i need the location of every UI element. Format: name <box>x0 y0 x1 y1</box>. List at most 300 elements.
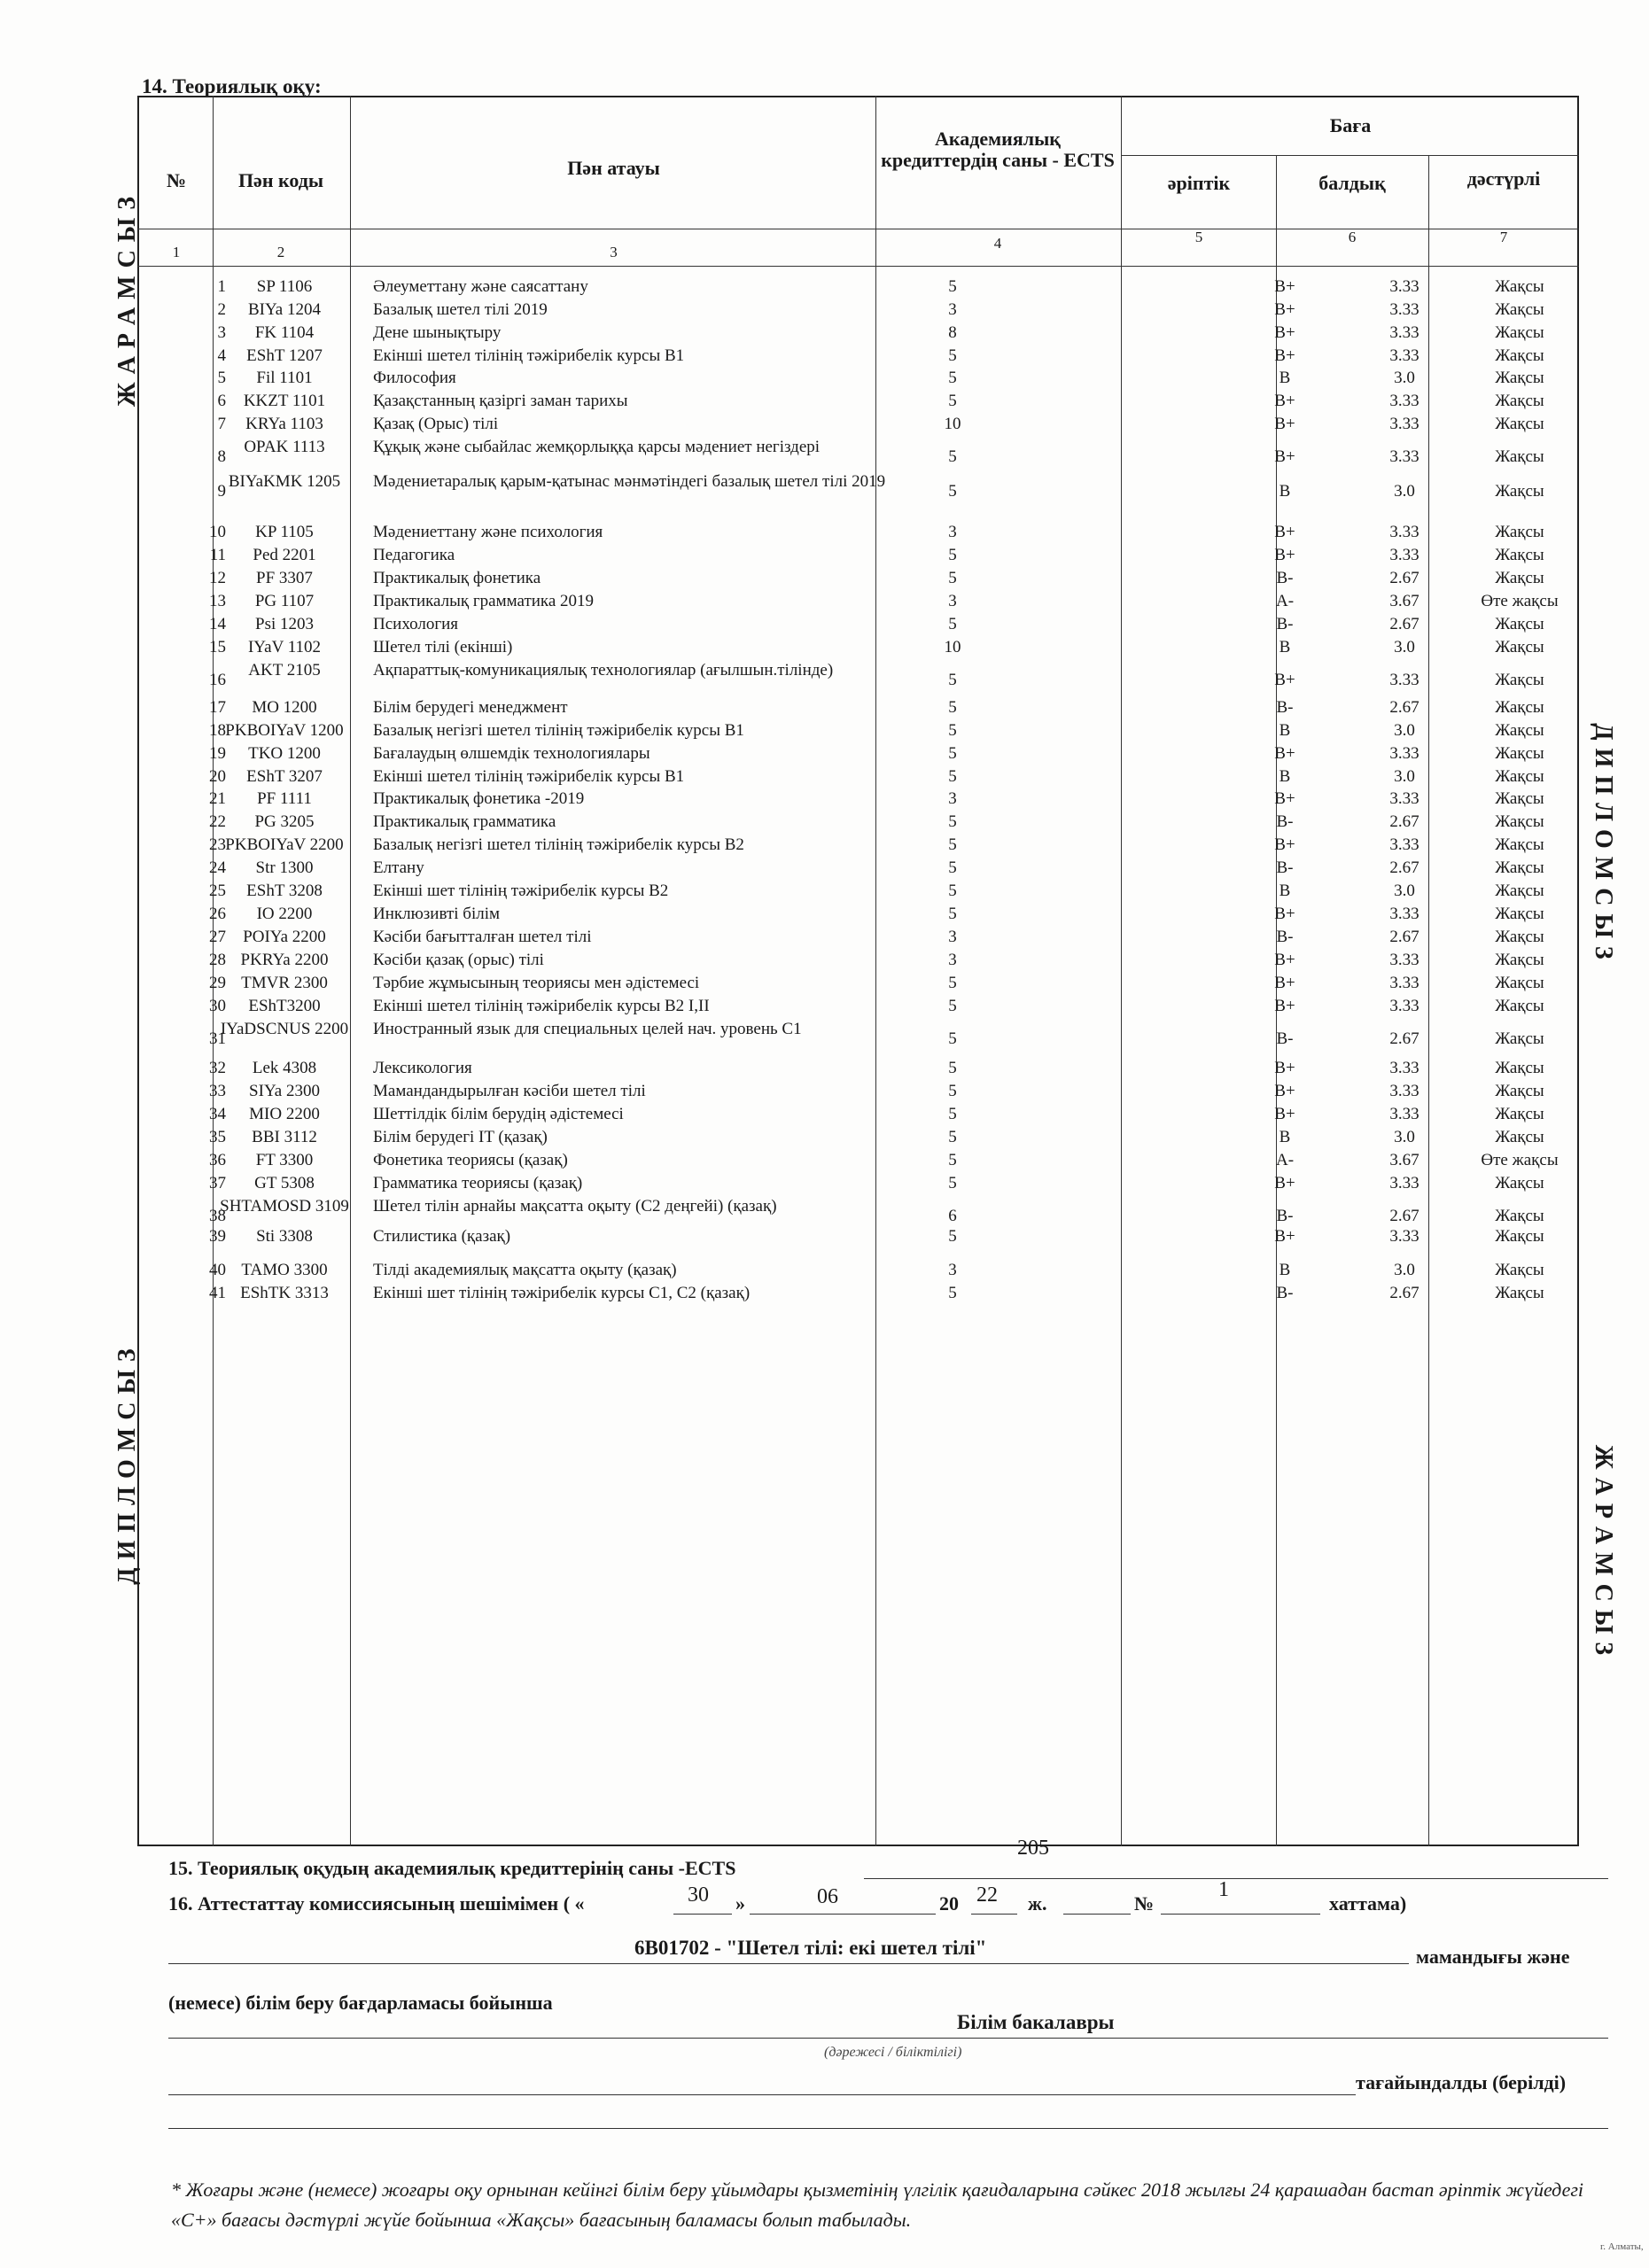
point-grade: 3.33 <box>1389 1059 1420 1077</box>
traditional-grade: Жақсы <box>1495 767 1544 786</box>
course-code: Psi 1203 <box>255 615 314 633</box>
letter-grade: B- <box>1276 1207 1294 1225</box>
point-grade: 3.33 <box>1389 1174 1420 1192</box>
point-grade: 3.33 <box>1389 546 1420 564</box>
row-number: 26 <box>209 905 226 923</box>
traditional-grade: Жақсы <box>1495 858 1544 877</box>
course-name: Базалық негізгі шетел тілінің тәжірибелік курсы В2 <box>373 835 744 854</box>
row-number: 1 <box>217 277 226 296</box>
letter-grade: B <box>1279 767 1291 786</box>
course-name: Философия <box>373 369 456 387</box>
course-credits: 5 <box>948 569 957 587</box>
letter-grade: B <box>1279 1128 1291 1146</box>
fill-line <box>1161 1914 1320 1915</box>
course-name: Кәсіби қазақ (орыс) тілі <box>373 951 544 969</box>
point-grade: 2.67 <box>1389 569 1420 587</box>
course-code: IYaV 1102 <box>247 638 321 656</box>
protocol-label: хаттама) <box>1329 1892 1407 1915</box>
course-name: Бағалаудың өлшемдік технологиялары <box>373 744 650 763</box>
course-code: PKRYa 2200 <box>240 951 329 969</box>
header-letter: әріптік <box>1167 172 1231 194</box>
letter-grade: B+ <box>1274 1227 1295 1246</box>
course-name: Грамматика теориясы (қазақ) <box>373 1174 583 1192</box>
course-credits: 5 <box>948 615 957 633</box>
letter-grade: B+ <box>1274 415 1295 433</box>
letter-grade: B- <box>1276 698 1294 717</box>
course-code: PKBOIYaV 1200 <box>225 721 344 740</box>
point-grade: 2.67 <box>1389 1207 1420 1225</box>
point-grade: 3.0 <box>1394 1261 1415 1279</box>
side-text-left-top <box>113 53 142 549</box>
point-grade: 3.33 <box>1389 671 1420 689</box>
course-name: Екінші шет тілінің тәжірибелік курсы С1, С2 (қазақ) <box>373 1284 751 1302</box>
course-code: EShT3200 <box>248 997 321 1015</box>
commission-decision-label: 16. Аттестаттау комиссиясының шешімімен ( « <box>168 1892 585 1915</box>
side-text-left-bottom <box>113 1254 142 1679</box>
course-code: SIYa 2300 <box>249 1082 320 1100</box>
course-name: Практикалық фонетика <box>373 569 541 587</box>
course-name: Тәрбие жұмысының теориясы мен әдістемесі <box>373 974 700 992</box>
specialty-value: 6В01702 - "Шетел тілі: екі шетел тілі" <box>634 1937 987 1959</box>
course-credits: 5 <box>948 447 957 466</box>
header-grade: Баға <box>1329 114 1372 136</box>
row-number: 20 <box>209 767 226 786</box>
row-number: 24 <box>209 858 226 877</box>
course-name: Білім берудегі IT (қазақ) <box>373 1128 548 1146</box>
point-grade: 3.0 <box>1394 638 1415 656</box>
traditional-grade: Жақсы <box>1495 882 1544 900</box>
fill-line <box>673 1914 732 1915</box>
side-text-right-top <box>1589 523 1617 1161</box>
course-name: Педагогика <box>373 546 455 564</box>
row-number: 15 <box>209 638 226 656</box>
course-credits: 5 <box>948 671 957 689</box>
traditional-grade: Жақсы <box>1495 1082 1544 1100</box>
point-grade: 3.33 <box>1389 744 1420 763</box>
course-code: AKT 2105 <box>248 661 321 680</box>
course-credits: 5 <box>948 482 957 501</box>
course-credits: 5 <box>948 369 957 387</box>
header-credits: Академиялық кредиттердің саны - ECTS <box>881 128 1115 171</box>
traditional-grade: Жақсы <box>1495 928 1544 946</box>
course-name: Базалық негізгі шетел тілінің тәжірибелік курсы В1 <box>373 721 744 740</box>
course-credits: 5 <box>948 744 957 763</box>
course-code: IYaDSCNUS 2200 <box>220 1020 349 1038</box>
course-credits: 5 <box>948 1174 957 1192</box>
course-code: FT 3300 <box>255 1151 314 1169</box>
course-name: Кәсіби бағытталған шетел тілі <box>373 928 592 946</box>
course-code: KKZT 1101 <box>243 392 326 410</box>
traditional-grade: Жақсы <box>1495 1105 1544 1123</box>
letter-grade: B+ <box>1274 1174 1295 1192</box>
row-number: 2 <box>217 300 226 319</box>
traditional-grade: Жақсы <box>1495 997 1544 1015</box>
fill-line <box>864 1878 1608 1879</box>
course-name: Тілді академиялық мақсатта оқыту (қазақ) <box>373 1261 677 1279</box>
side-text-right-bottom <box>1589 1262 1617 1838</box>
traditional-grade: Жақсы <box>1495 951 1544 969</box>
total-credits-label: 15. Теориялық оқудың академиялық кредиттерінің саны -ECTS <box>168 1857 736 1879</box>
row-number: 5 <box>217 369 226 387</box>
course-code: SHTAMOSD 3109 <box>220 1197 349 1216</box>
traditional-grade: Жақсы <box>1495 415 1544 433</box>
traditional-grade: Жақсы <box>1495 482 1544 501</box>
course-name: Екінші шет тілінің тәжірибелік курсы В2 <box>373 882 669 900</box>
row-number: 13 <box>209 592 226 610</box>
letter-grade: B <box>1279 1261 1291 1279</box>
letter-grade: B <box>1279 638 1291 656</box>
point-grade: 3.33 <box>1389 447 1420 466</box>
point-grade: 3.33 <box>1389 1227 1420 1246</box>
course-credits: 5 <box>948 1059 957 1077</box>
course-code: TAMO 3300 <box>241 1261 328 1279</box>
point-grade: 2.67 <box>1389 1284 1420 1302</box>
course-name: Практикалық грамматика <box>373 812 556 831</box>
traditional-grade: Жақсы <box>1495 523 1544 541</box>
traditional-grade: Жақсы <box>1495 392 1544 410</box>
point-grade: 3.33 <box>1389 905 1420 923</box>
row-number: 9 <box>217 482 226 501</box>
course-credits: 5 <box>948 858 957 877</box>
course-credits: 5 <box>948 277 957 296</box>
course-code: PG 3205 <box>254 812 315 831</box>
point-grade: 3.33 <box>1389 346 1420 365</box>
letter-grade: B+ <box>1274 835 1295 854</box>
course-code: BBI 3112 <box>252 1128 317 1146</box>
letter-grade: B- <box>1276 1284 1294 1302</box>
course-credits: 5 <box>948 1151 957 1169</box>
course-credits: 5 <box>948 882 957 900</box>
point-grade: 3.0 <box>1394 767 1415 786</box>
traditional-grade: Өте жақсы <box>1481 592 1559 610</box>
course-name: Лексикология <box>373 1059 472 1077</box>
letter-grade: A- <box>1275 1151 1295 1169</box>
course-code: FK 1104 <box>254 323 315 342</box>
course-code: PF 3307 <box>256 569 313 587</box>
point-grade: 3.0 <box>1394 369 1415 387</box>
course-credits: 5 <box>948 1029 957 1048</box>
row-number: 38 <box>209 1207 226 1225</box>
point-grade: 3.33 <box>1389 277 1420 296</box>
row-number: 8 <box>217 447 226 466</box>
row-number: 21 <box>209 789 226 808</box>
letter-grade: B+ <box>1274 300 1295 319</box>
point-grade: 2.67 <box>1389 615 1420 633</box>
letter-grade: B+ <box>1274 1059 1295 1077</box>
specialty-suffix: мамандығы және <box>1416 1946 1570 1968</box>
year-word: ж. <box>1028 1892 1047 1915</box>
course-code: MO 1200 <box>252 698 317 717</box>
traditional-grade: Жақсы <box>1495 1284 1544 1302</box>
course-name: Мәдениеттану және психология <box>373 523 603 541</box>
traditional-grade: Жақсы <box>1495 277 1544 296</box>
letter-grade: B <box>1279 882 1291 900</box>
course-name: Құқық және сыбайлас жемқорлыққа қарсы мәдениет негіздері <box>373 438 821 456</box>
row-number: 11 <box>209 546 226 564</box>
fill-line <box>971 1914 1017 1915</box>
course-credits: 3 <box>948 1261 957 1279</box>
course-code: Sti 3308 <box>256 1227 313 1246</box>
column-number: 5 <box>1194 229 1203 245</box>
course-code: MIO 2200 <box>249 1105 320 1123</box>
row-number: 31 <box>209 1029 226 1048</box>
course-credits: 5 <box>948 721 957 740</box>
course-credits: 3 <box>948 300 957 319</box>
course-code: BIYa 1204 <box>247 300 321 319</box>
header-divider <box>1121 155 1579 156</box>
course-code: PF 1111 <box>257 789 312 808</box>
course-credits: 5 <box>948 905 957 923</box>
letter-grade: B+ <box>1274 974 1295 992</box>
course-credits: 3 <box>948 789 957 808</box>
printer-mark: г. Алматы, <box>1600 2241 1644 2252</box>
course-credits: 5 <box>948 346 957 365</box>
course-name: Практикалық фонетика -2019 <box>373 789 585 808</box>
course-name: Иностранный язык для специальных целей нач. уровень С1 <box>373 1020 802 1038</box>
traditional-grade: Жақсы <box>1495 1059 1544 1077</box>
traditional-grade: Жақсы <box>1495 546 1544 564</box>
course-code: EShT 1207 <box>246 346 323 365</box>
side-text-left-top-label: Ж А Р А М С Ы З <box>113 195 141 408</box>
point-grade: 3.67 <box>1389 592 1420 610</box>
letter-grade: B- <box>1276 928 1294 946</box>
letter-grade: B- <box>1276 569 1294 587</box>
letter-grade: B- <box>1276 615 1294 633</box>
row-number: 25 <box>209 882 226 900</box>
course-name: Екінші шетел тілінің тәжірибелік курсы В1 <box>373 346 685 365</box>
point-grade: 3.0 <box>1394 1128 1415 1146</box>
course-credits: 5 <box>948 698 957 717</box>
point-grade: 3.33 <box>1389 523 1420 541</box>
letter-grade: B+ <box>1274 951 1295 969</box>
traditional-grade: Жақсы <box>1495 369 1544 387</box>
course-credits: 5 <box>948 767 957 786</box>
course-credits: 5 <box>948 1105 957 1123</box>
course-code: BIYaKMK 1205 <box>228 472 341 491</box>
row-number: 17 <box>209 698 226 717</box>
point-grade: 3.33 <box>1389 323 1420 342</box>
course-name: Шетел тілі (екінші) <box>373 638 513 656</box>
course-name: Мамандандырылған кәсіби шетел тілі <box>373 1082 646 1100</box>
course-code: TKO 1200 <box>248 744 321 763</box>
course-code: Fil 1101 <box>256 369 313 387</box>
row-number: 41 <box>209 1284 226 1302</box>
course-credits: 3 <box>948 592 957 610</box>
course-credits: 5 <box>948 546 957 564</box>
letter-grade: B+ <box>1274 277 1295 296</box>
course-code: Lek 4308 <box>252 1059 317 1077</box>
course-name: Психология <box>373 615 459 633</box>
course-name: Фонетика теориясы (қазақ) <box>373 1151 568 1169</box>
course-credits: 5 <box>948 997 957 1015</box>
course-name: Екінші шетел тілінің тәжірибелік курсы В2 I,II <box>373 997 710 1015</box>
letter-grade: B+ <box>1274 744 1295 763</box>
course-code: SP 1106 <box>256 277 313 296</box>
course-credits: 3 <box>948 951 957 969</box>
traditional-grade: Жақсы <box>1495 721 1544 740</box>
course-credits: 5 <box>948 812 957 831</box>
row-number: 23 <box>209 835 226 854</box>
course-name: Мәдениетаралық қарым-қатынас мәнмәтіндегі базалық шетел тілі 2019 <box>373 472 886 491</box>
traditional-grade: Жақсы <box>1495 300 1544 319</box>
traditional-grade: Жақсы <box>1495 615 1544 633</box>
point-grade: 3.33 <box>1389 392 1420 410</box>
row-number: 27 <box>209 928 226 946</box>
course-code: Ped 2201 <box>253 546 316 564</box>
point-grade: 3.33 <box>1389 835 1420 854</box>
column-number: 6 <box>1348 229 1357 245</box>
point-grade: 2.67 <box>1389 928 1420 946</box>
course-credits: 3 <box>948 523 957 541</box>
course-credits: 3 <box>948 928 957 946</box>
row-number: 14 <box>209 615 226 633</box>
row-number: 32 <box>209 1059 226 1077</box>
header-name: Пән атауы <box>567 157 660 179</box>
course-credits: 5 <box>948 392 957 410</box>
course-code: GT 5308 <box>254 1174 315 1192</box>
side-text-left-bottom-label: Д И П Л О М С Ы З <box>113 1348 141 1585</box>
traditional-grade: Жақсы <box>1495 974 1544 992</box>
column-number: 2 <box>276 244 285 260</box>
course-code: PG 1107 <box>254 592 315 610</box>
letter-grade: B- <box>1276 858 1294 877</box>
traditional-grade: Жақсы <box>1495 346 1544 365</box>
row-number: 34 <box>209 1105 226 1123</box>
row-number: 22 <box>209 812 226 831</box>
point-grade: 3.33 <box>1389 300 1420 319</box>
traditional-grade: Жақсы <box>1495 812 1544 831</box>
decision-month: 06 <box>817 1885 838 1908</box>
row-number: 33 <box>209 1082 226 1100</box>
course-code: Str 1300 <box>255 858 314 877</box>
year-prefix: 20 <box>939 1892 959 1915</box>
course-code: EShT 3208 <box>246 882 323 900</box>
traditional-grade: Жақсы <box>1495 323 1544 342</box>
degree-caption: (дәрежесі / біліктілігі) <box>824 2045 962 2060</box>
traditional-grade: Жақсы <box>1495 671 1544 689</box>
course-name: Шеттілдік білім берудің әдістемесі <box>373 1105 624 1123</box>
course-credits: 6 <box>948 1207 957 1225</box>
traditional-grade: Жақсы <box>1495 1227 1544 1246</box>
point-grade: 2.67 <box>1389 1029 1420 1048</box>
letter-grade: B+ <box>1274 997 1295 1015</box>
course-name: Стилистика (қазақ) <box>373 1227 511 1246</box>
point-grade: 2.67 <box>1389 858 1420 877</box>
letter-grade: B <box>1279 721 1291 740</box>
traditional-grade: Өте жақсы <box>1481 1151 1559 1169</box>
point-grade: 3.33 <box>1389 789 1420 808</box>
row-number: 39 <box>209 1227 226 1246</box>
decision-day: 30 <box>688 1884 709 1907</box>
course-name: Практикалық грамматика 2019 <box>373 592 595 610</box>
course-name: Әлеуметтану және саясаттану <box>373 277 588 296</box>
course-code: KRYa 1103 <box>245 415 323 433</box>
course-credits: 5 <box>948 974 957 992</box>
fill-line <box>168 2038 1608 2039</box>
letter-grade: B- <box>1276 812 1294 831</box>
column-divider <box>1121 96 1122 1846</box>
traditional-grade: Жақсы <box>1495 638 1544 656</box>
row-number: 19 <box>209 744 226 763</box>
traditional-grade: Жақсы <box>1495 835 1544 854</box>
course-name: Қазақстанның қазіргі заман тарихы <box>373 392 628 410</box>
program-label: (немесе) білім беру бағдарламасы бойынша <box>168 1992 553 2014</box>
point-grade: 2.67 <box>1389 698 1420 717</box>
row-number: 37 <box>209 1174 226 1192</box>
row-number: 30 <box>209 997 226 1015</box>
traditional-grade: Жақсы <box>1495 1029 1544 1048</box>
side-text-right-top-label: Д И П Л О М С Ы З <box>1590 723 1617 960</box>
course-code: IO 2200 <box>256 905 313 923</box>
section-14-title: 14. Теориялық оқу: <box>142 75 322 97</box>
row-number: 28 <box>209 951 226 969</box>
point-grade: 3.0 <box>1394 882 1415 900</box>
footnote: * Жоғары және (немесе) жоғары оқу орнынан кейінгі білім беру ұйымдары қызметінің үлгілік қағидаларына сәйкес 2018 жылғы 24 қарашадан бастап әріптік жүйедегі «С+» бағасы дәстүрлі жүйе бойынша «Жақсы» бағасының баламасы болып табылады. <box>171 2179 1584 2231</box>
traditional-grade: Жақсы <box>1495 698 1544 717</box>
traditional-grade: Жақсы <box>1495 447 1544 466</box>
letter-grade: B+ <box>1274 1082 1295 1100</box>
course-name: Екінші шетел тілінің тәжірибелік курсы В1 <box>373 767 685 786</box>
column-number: 4 <box>993 235 1002 252</box>
number-sign: № <box>1134 1892 1155 1915</box>
course-credits: 5 <box>948 1082 957 1100</box>
assigned-label: тағайындалды (берілді) <box>1356 2071 1567 2093</box>
traditional-grade: Жақсы <box>1495 1174 1544 1192</box>
point-grade: 2.67 <box>1389 812 1420 831</box>
point-grade: 3.33 <box>1389 1105 1420 1123</box>
row-number: 16 <box>209 671 226 689</box>
row-number: 18 <box>209 721 226 740</box>
row-number: 6 <box>217 392 226 410</box>
column-number: 1 <box>172 244 181 260</box>
total-credits-value: 205 <box>1017 1837 1049 1860</box>
course-code: OPAK 1113 <box>244 438 325 456</box>
traditional-grade: Жақсы <box>1495 744 1544 763</box>
point-grade: 3.0 <box>1394 721 1415 740</box>
letter-grade: B+ <box>1274 546 1295 564</box>
course-credits: 8 <box>948 323 957 342</box>
point-grade: 3.33 <box>1389 974 1420 992</box>
decision-year: 22 <box>976 1884 998 1907</box>
letter-grade: B+ <box>1274 1105 1295 1123</box>
point-grade: 3.0 <box>1394 482 1415 501</box>
traditional-grade: Жақсы <box>1495 1261 1544 1279</box>
letter-grade: B- <box>1276 1029 1294 1048</box>
protocol-number: 1 <box>1218 1878 1229 1901</box>
course-code: POIYa 2200 <box>243 928 326 946</box>
traditional-grade: Жақсы <box>1495 789 1544 808</box>
traditional-grade: Жақсы <box>1495 905 1544 923</box>
row-number: 29 <box>209 974 226 992</box>
course-name: Білім берудегі менеджмент <box>373 698 568 717</box>
traditional-grade: Жақсы <box>1495 1128 1544 1146</box>
course-code: EShTK 3313 <box>240 1284 329 1302</box>
course-code: EShT 3207 <box>246 767 323 786</box>
point-grade: 3.33 <box>1389 951 1420 969</box>
traditional-grade: Жақсы <box>1495 569 1544 587</box>
row-number: 10 <box>209 523 226 541</box>
course-name: Шетел тілін арнайы мақсатта оқыту (С2 деңгейі) (қазақ) <box>373 1197 777 1216</box>
letter-grade: B <box>1279 482 1291 501</box>
point-grade: 3.33 <box>1389 1082 1420 1100</box>
fill-line <box>168 1963 1409 1964</box>
course-name: Қазақ (Орыс) тілі <box>373 415 499 433</box>
header-points: балдық <box>1318 172 1386 194</box>
course-name: Ақпараттық-комуникациялық технологиялар (ағылшын.тілінде) <box>373 661 834 680</box>
course-credits: 10 <box>944 638 961 656</box>
course-credits: 5 <box>948 1227 957 1246</box>
course-credits: 5 <box>948 1284 957 1302</box>
